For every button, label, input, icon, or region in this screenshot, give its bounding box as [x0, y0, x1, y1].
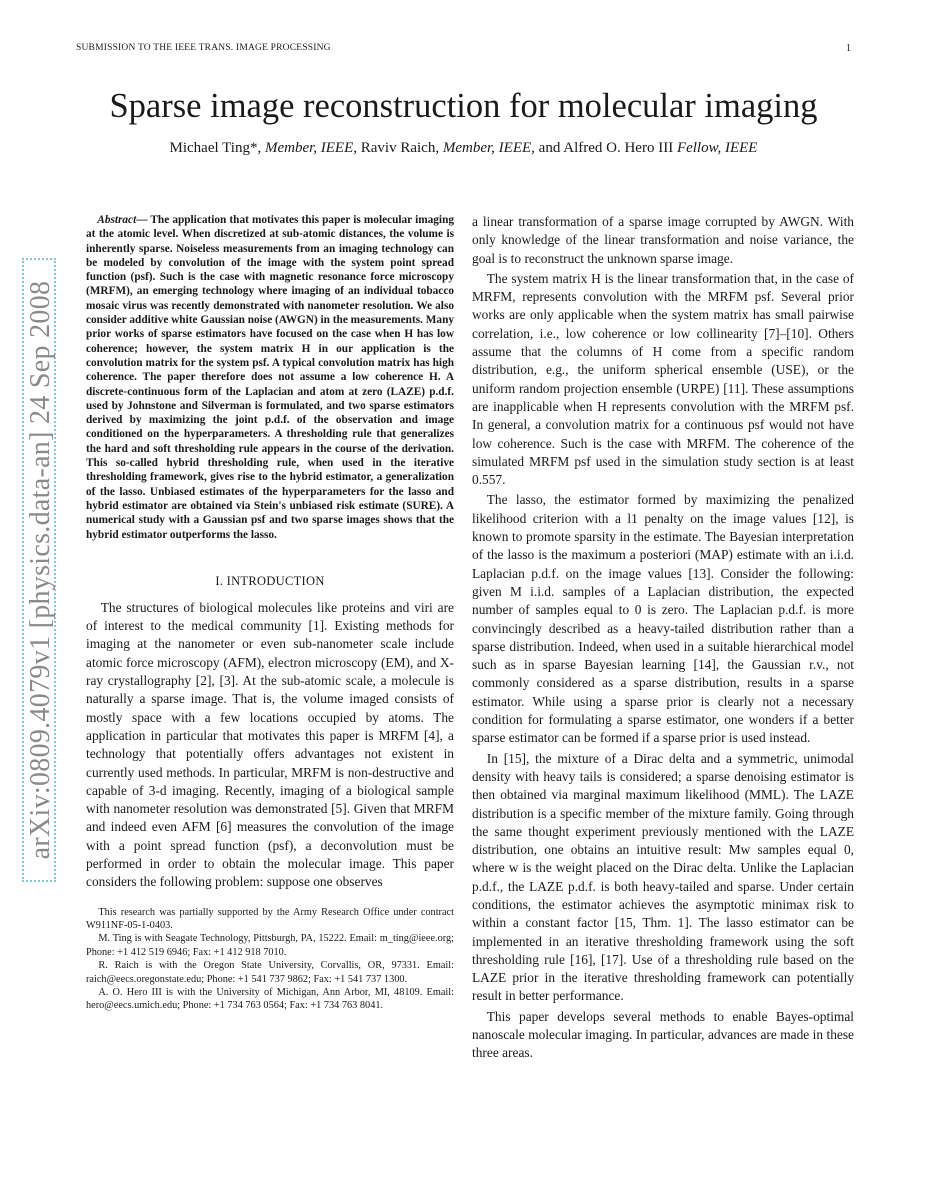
intro-paragraph-1: The structures of biological molecules like proteins and viri are of interest to the medical community [1]. Existing methods for imaging at the nanometer or even sub-nanometer scale include atomic force microscopy (AFM), electron microscopy (EM), and X-ray crystallography [2], [3]. At the sub-atomic scale, a molecule is naturally a sparse image. That is, the volume imaged consists of mostly space with a few locations occupied by atoms. The application in particular that motivates this paper is MRFM [4], a technology that potentially offers advantages not existent in currently used methods. In particular, MRFM is non-destructive and capable of 3-d imaging. Recently, imaging of a biological sample with nanometer resolution was demonstrated [5]. Given that MRFM and indeed even AFM [6] measures the convolution of the image with a point spread function (psf), a deconvolution must be performed in order to obtain the molecular image. This paper considers the following problem: suppose one observes	[86, 599, 454, 890]
section-heading-introduction: I. INTRODUCTION	[215, 573, 325, 588]
author-raich: Raviv Raich,	[357, 140, 443, 156]
left-column	[86, 213, 454, 1013]
abstract-text: — The application that motivates this paper is molecular imaging at the atomic level. When discretized at sub-atomic distances, the volume is inherently sparse. Noiseless measurements from an imaging technology can be modeled by convolution of the image with the system point spread function (psf). Such is the case with magnetic resonance force microscopy (MRFM), an emerging technology where imaging of an individual tobacco mosaic virus was recently demonstrated with nanometer resolution. We also consider additive white Gaussian noise (AWGN) in the measurements. Many prior works of sparse estimators have focused on the case when H has low coherence; however, the system matrix H in our application is the convolution matrix for the system psf. A typical convolution matrix has high coherence. The paper therefore does not assume a low coherence H. A discrete-continuous form of the Laplacian and atom at zero (LAZE) p.d.f. used by Johnstone and Silverman is formulated, and two sparse estimators derived by maximizing the joint p.d.f. of the observation and image conditioned on the hyperparameters. A thresholding rule that generalizes the hard and soft thresholding rule appears in the course of the derivation. This so-called hybrid thresholding rule, when used in the iterative thresholding framework, gives rise to the hybrid estimator, a generalization of the lasso. Unbiased estimates of the hyperparameters for the lasso and hybrid estimator are obtained via Stein's unbiased risk estimate (SURE). A numerical study with a Gaussian psf and two sparse images shows that the hybrid estimator outperforms the lasso.	[86, 214, 454, 541]
author-hero-role: Fellow, IEEE	[676, 140, 758, 156]
intro-paragraph-lasso: The lasso, the estimator formed by maximizing the penalized likelihood criterion with a l1 penalty on the image values [12], is known to promote sparsity in the estimate. The Bayesian interpretation of the lasso is the maximum a posteriori (MAP) estimate with an i.i.d. Laplacian p.d.f. on the image values [13]. Consider the following: given M i.i.d. samples of a Laplacian distribution, the expected number of samples equal to 0 is zero. The Laplacian p.d.f. is more convincingly described as a heavy-tailed distribution rather than a sparse distribution. Indeed, when used in a suitable hierarchical model such as in sparse Bayesian learning [14], the Gaussian r.v., not commonly considered as a sparse distribution, results in a sparse estimator. While using a sparse prior is clearly not a necessary condition for formulating a sparse estimator, one wonders if a better sparse estimator can be formed if a sparse prior is used instead.	[472, 492, 854, 746]
paper-title: Sparse image reconstruction for molecular imaging	[109, 87, 818, 125]
abstract	[86, 213, 454, 542]
intro-paragraph-continued: a linear transformation of a sparse image corrupted by AWGN. With only knowledge of the linear transformation and noise variance, the goal is to reconstruct the unknown sparse image.	[472, 214, 854, 266]
footnote-hero: A. O. Hero III is with the University of Michigan, Ann Arbor, MI, 48109. Email: hero@eecs.umich.edu; Phone: +1 734 763 0564; Fax: +1 734 763 8041.	[86, 987, 454, 1012]
author-line	[0, 138, 927, 158]
intro-paragraph-contributions: This paper develops several methods to enable Bayes-optimal nanoscale molecular imaging. In particular, advances are made in these three areas.	[472, 1008, 854, 1061]
intro-paragraph-laze: In [15], the mixture of a Dirac delta and a symmetric, unimodal density with heavy tails is considered; a sparse denoising estimator is then obtained via marginal maximum likelihood (MML). The LAZE distribution is a specific member of the mixture family. Going through the same thought experiment previously mentioned with the LAZE distribution, one obtains an intuitive result: Mw samples equal 0, where w is the weight placed on the Dirac delta. Unlike the Laplacian p.d.f., the LAZE p.d.f. is both heavy-tailed and sparse. Under certain conditions, the estimator achieves the asymptotic minimax risk to within a constant factor [15, Thm. 1]. The lasso estimator can be implemented in an iterative thresholding framework using the soft thresholding rule [16], [17]. Use of a thresholding rule based on the LAZE prior in the iterative thresholding framework can potentially result in better performance.	[472, 750, 854, 1004]
footnote-ting: M. Ting is with Seagate Technology, Pittsburgh, PA, 15222. Email: m_ting@ieee.org; Phone: +1 412 519 6946; Fax: +1 412 918 7010.	[86, 933, 454, 958]
author-ting: Michael Ting*,	[169, 140, 265, 156]
abstract-label: Abstract	[97, 214, 137, 226]
page-number: 1	[846, 43, 851, 54]
running-head: SUBMISSION TO THE IEEE TRANS. IMAGE PROCESSING	[76, 43, 331, 53]
footnotes	[86, 906, 454, 1013]
author-hero: and Alfred O. Hero III	[534, 140, 677, 156]
author-raich-role: Member, IEEE,	[442, 140, 535, 156]
right-column	[472, 213, 854, 1063]
intro-paragraph-system-matrix: The system matrix H is the linear transformation that, in the case of MRFM, represents convolution with the MRFM psf. Several prior works are only applicable when the system matrix has small pairwise correlation, i.e., low coherence or low collinearity [7]–[10]. Others assume that the columns of H come from a specific random distribution, e.g., the uniform spherical ensemble (USE), or the uniform random projection ensemble (URPE) [11]. These assumptions are inapplicable when H represents convolution with the MRFM psf. In general, a convolution matrix for a continuous psf would not have low coherence. Such is the case with MRFM. The coherence of the simulated MRFM psf used in the simulation study section is at least 0.557.	[472, 270, 854, 488]
author-ting-role: Member, IEEE,	[264, 140, 358, 156]
footnote-funding: This research was partially supported by the Army Research Office under contract W911NF-05-1-0403.	[86, 906, 454, 931]
footnote-raich: R. Raich is with the Oregon State University, Corvallis, OR, 97331. Email: raich@eecs.oregonstate.edu; Phone: +1 541 737 9862; Fax: +1 541 737 1300.	[86, 960, 454, 985]
arxiv-stamp[interactable]: arXiv:0809.4079v1 [physics.data-an] 24 Sep 2008	[22, 258, 56, 882]
